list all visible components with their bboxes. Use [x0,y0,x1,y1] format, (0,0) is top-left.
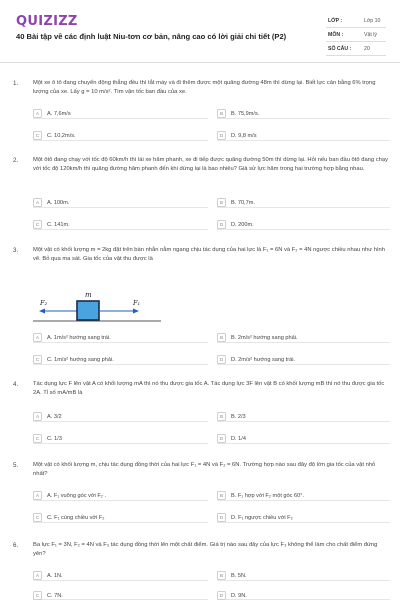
meta-value: Lớp 10 [364,18,381,24]
option-6a[interactable] [33,570,208,581]
option-key-box: C [33,220,42,229]
option-2c[interactable] [33,219,208,230]
question-text: Một ôtô đang chạy với tốc độ 60km/h thì lái xe hãm phanh, xe đi tiếp được quãng đường 50m thì dừng lại. Hỏi nếu ban đầu ôtô đang chạy với tốc độ 120km/h thì quãng đường hãm phanh đến khi dừng lại là bao nhiêu? Giả sử lực hãm trong hai trường hợp bằng nhau. [33,157,388,172]
force-f2-arrowhead [39,309,45,314]
option-5b[interactable] [217,490,390,501]
meta-label: LỚP : [328,18,343,24]
option-key-box: B [217,412,226,421]
option-text: C. 10,2m/s. [47,132,76,139]
label-f1: F₁ [133,299,141,307]
question-number: 3. [13,247,19,254]
option-1b[interactable] [217,108,390,119]
option-2a[interactable] [33,197,208,208]
option-key-box: C [33,513,42,522]
option-5a[interactable] [33,490,208,501]
option-key-box: A [33,333,42,342]
option-6d[interactable] [217,590,390,600]
option-4d[interactable] [217,433,390,444]
option-key-box: B [217,109,226,118]
question-text: Tác dụng lực F lên vật A có khối lượng mA thì nó thu được gia tốc A. Tác dụng lực 3F lên vật B có khối lượng mB thì nó thu được gia tốc 2A. Tỉ số mA/mB là [33,381,385,396]
question-number: 6. [13,542,19,549]
meta-value: 20 [364,46,370,52]
option-key-box: B [217,571,226,580]
question-text: Một vật có khối lượng m = 2kg đặt trên bàn nhẵn nằm ngang chịu tác dụng của hai lực là F₁ = 6N và F₂ = 4N ngược chiều nhau như hình vẽ. Bỏ qua ma sát. Gia tốc của vật thu được là [33,247,385,262]
meta-label: MÔN : [328,32,344,38]
option-text: B. 2m/s² hướng sang phải. [231,334,298,341]
force-f1-arrowhead [133,309,139,314]
option-key-box: C [33,355,42,364]
option-key-box: A [33,571,42,580]
option-4c[interactable] [33,433,208,444]
option-4b[interactable] [217,411,390,422]
option-text: A. F₁ vuông góc với F₂ . [47,492,107,499]
question-number: 2. [13,157,19,164]
option-6b[interactable] [217,570,390,581]
option-key-box: D [217,434,226,443]
option-3b[interactable] [217,332,390,343]
question-number: 1. [13,80,19,87]
question-number: 5. [13,462,19,469]
option-key-box: D [217,355,226,364]
option-text: C. 141m. [47,221,70,228]
option-key-box: D [217,131,226,140]
document-header [0,0,400,62]
option-text: C. 1/3 [47,435,62,442]
option-key-box: C [33,434,42,443]
meta-row-subject [326,28,386,42]
meta-row-class [326,14,386,28]
option-text: A. 1m/s² hướng sang trái. [47,334,111,341]
option-5c[interactable] [33,512,208,523]
option-key-box: D [217,591,226,600]
option-text: B. F₁ hợp với F₂ một góc 60°. [231,492,305,499]
question-number: 4. [13,381,19,388]
option-key-box: A [33,109,42,118]
meta-value: Vật lý [364,32,377,38]
option-text: B. 75,9m/s. [231,110,260,117]
option-1d[interactable] [217,130,390,141]
option-key-box: D [217,220,226,229]
question-text: Một xe ô tô đang chuyển động thẳng đều thì tắt máy và đi thêm được một quãng đường 48m thì dừng lại. Biết lực cản bằng 6% trọng lượng của xe. Lấy g = 10 m/s². Tìm vận tốc ban đầu của xe. [33,80,376,95]
option-2d[interactable] [217,219,390,230]
option-text: D. 2m/s² hướng sang trái. [231,356,295,363]
option-key-box: C [33,131,42,140]
label-m: m [85,291,92,299]
option-key-box: A [33,412,42,421]
option-key-box: A [33,491,42,500]
option-key-box: D [217,513,226,522]
option-text: C. 7N. [47,592,63,599]
option-6c[interactable] [33,590,208,600]
option-key-box: B [217,491,226,500]
meta-label: SỐ CÂU : [328,46,352,52]
option-text: D. F₁ ngược chiều với F₂ [231,514,293,521]
quizizz-logo: QUIZIZZ [16,14,78,29]
option-key-box: B [217,333,226,342]
force-diagram [33,284,163,328]
option-2b[interactable] [217,197,390,208]
option-text: A. 3/2 [47,413,62,420]
option-1a[interactable] [33,108,208,119]
option-3c[interactable] [33,354,208,365]
block-mass [77,301,99,320]
option-1c[interactable] [33,130,208,141]
option-key-box: C [33,591,42,600]
option-text: D. 200m. [231,221,254,228]
option-text: D. 9,8 m/s [231,132,257,139]
option-text: A. 1N. [47,572,63,579]
option-3d[interactable] [217,354,390,365]
page-title: 40 Bài tập về các định luật Niu-tơn cơ bản, nâng cao có lời giải chi tiết (P2) [16,32,287,41]
option-text: C. 1m/s² hướng sang phải. [47,356,114,363]
option-text: A. 7,6m/s [47,110,71,117]
label-f2: F₂ [40,299,48,307]
option-key-box: A [33,198,42,207]
question-text: Một vật có khối lượng m, chịu tác dụng đồng thời của hai lực F₁ = 4N và F₂ = 6N. Trường hợp nào sau đây độ lớn gia tốc của vật nhỏ nhất? [33,462,376,477]
option-text: A. 100m. [47,199,70,206]
option-text: D. 1/4 [231,435,246,442]
option-text: B. 5N. [231,572,247,579]
option-text: B. 70,7m. [231,199,255,206]
meta-row-count [326,42,386,56]
header-divider [0,62,400,63]
option-text: B. 2/3 [231,413,246,420]
option-3a[interactable] [33,332,208,343]
option-4a[interactable] [33,411,208,422]
option-text: C. F₁ cùng chiều với F₂ [47,514,105,521]
option-5d[interactable] [217,512,390,523]
option-key-box: B [217,198,226,207]
question-text: Ba lực F₁ = 3N, F₂ = 4N và F₃ tác dụng đồng thời lên một chất điểm. Giá trị nào sau đây của lực F₃ không thể làm cho chất điểm đứng yên? [33,542,378,557]
meta-table [326,14,386,56]
option-text: D. 9N. [231,592,247,599]
